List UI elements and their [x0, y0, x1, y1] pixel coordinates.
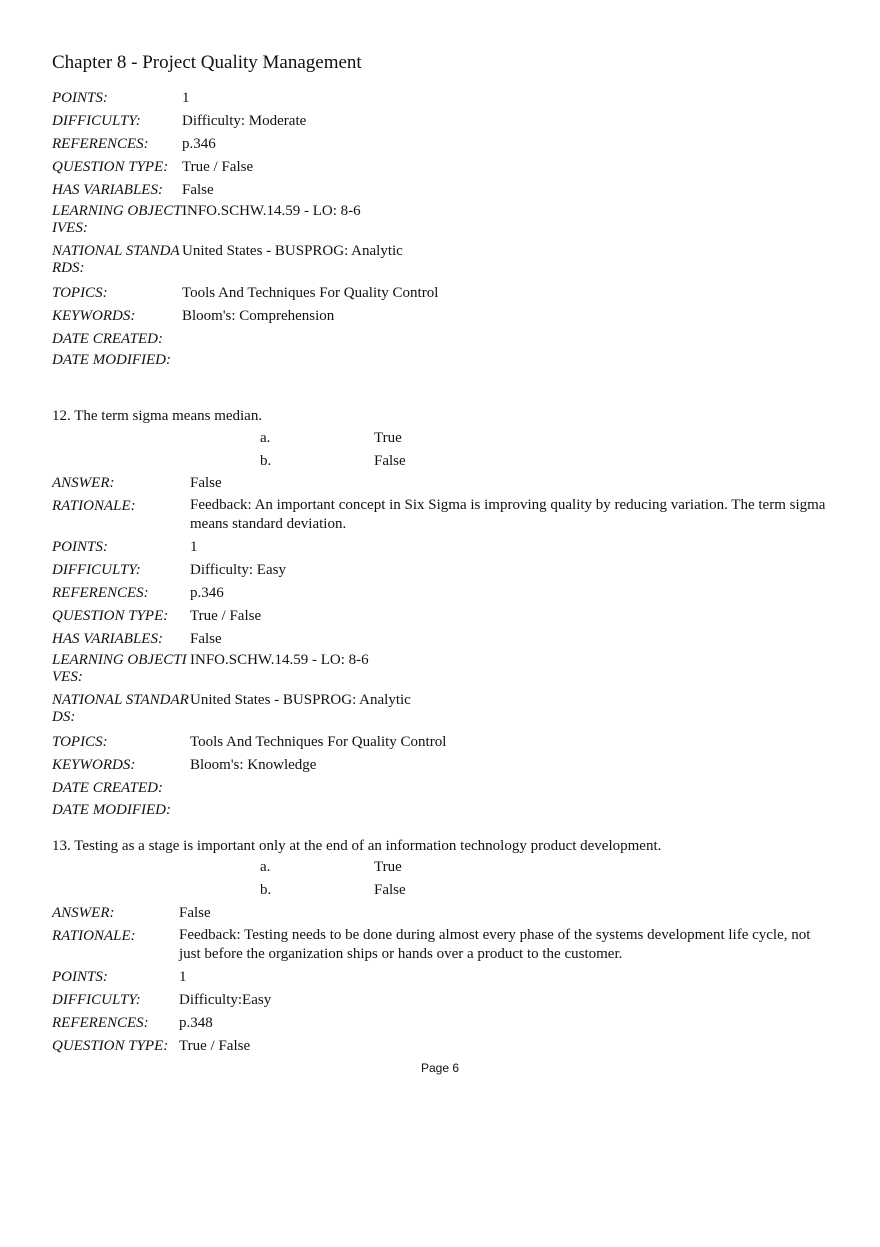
date-created-label: DATE CREATED: [52, 331, 163, 347]
answer-value: False [179, 905, 211, 921]
date-modified-label: DATE MODIFIED: [52, 802, 171, 818]
topics-value: Tools And Techniques For Quality Control [190, 734, 447, 750]
rationale-label: RATIONALE: [52, 928, 136, 944]
points-row [52, 88, 832, 111]
learning-objectives-value: INFO.SCHW.14.59 - LO: 8-6 [182, 203, 361, 219]
choice-text: True [374, 859, 402, 875]
national-standards-row [52, 692, 832, 732]
difficulty-row [52, 990, 832, 1013]
points-row [52, 537, 832, 560]
difficulty-label: DIFFICULTY: [52, 562, 141, 578]
has-variables-value: False [190, 631, 222, 647]
references-label: REFERENCES: [52, 585, 149, 601]
answer-value: False [190, 475, 222, 491]
difficulty-label: DIFFICULTY: [52, 113, 141, 129]
keywords-row [52, 306, 832, 329]
choice-letter: b. [260, 882, 272, 898]
choice-letter: b. [260, 453, 272, 469]
topics-value: Tools And Techniques For Quality Control [182, 285, 439, 301]
date-created-row [52, 329, 832, 350]
difficulty-row [52, 560, 832, 583]
difficulty-value: Difficulty: Moderate [182, 113, 307, 129]
question-type-label: QUESTION TYPE: [52, 1038, 169, 1054]
has-variables-row [52, 180, 832, 203]
difficulty-label: DIFFICULTY: [52, 992, 141, 1008]
references-value: p.346 [182, 136, 216, 152]
answer-label: ANSWER: [52, 475, 115, 491]
rationale-row [52, 496, 832, 537]
question-type-row [52, 606, 832, 629]
choice-letter: a. [260, 859, 271, 875]
choice-text: False [374, 882, 406, 898]
question-12-text: 12. The term sigma means median. [52, 408, 263, 424]
question-type-value: True / False [179, 1038, 251, 1054]
has-variables-label: HAS VARIABLES: [52, 182, 163, 198]
answer-row [52, 903, 832, 926]
references-label: REFERENCES: [52, 1015, 149, 1031]
has-variables-label: HAS VARIABLES: [52, 631, 163, 647]
national-standards-row [52, 243, 832, 283]
difficulty-value: Difficulty:Easy [179, 992, 272, 1008]
references-row [52, 134, 832, 157]
rationale-value: Feedback: Testing needs to be done during almost every phase of the systems development life cycle, not just before the organization ships or hands over a product to the customer. [179, 927, 811, 962]
topics-row [52, 732, 832, 755]
difficulty-value: Difficulty: Easy [190, 562, 286, 578]
topics-label: TOPICS: [52, 285, 108, 301]
rationale-value: Feedback: An important concept in Six Sigma is improving quality by reducing variation. The term sigma means standard deviation. [190, 497, 826, 532]
difficulty-row [52, 111, 832, 134]
has-variables-row [52, 629, 832, 652]
keywords-value: Bloom's: Comprehension [182, 308, 335, 324]
question-type-label: QUESTION TYPE: [52, 608, 169, 624]
question-type-value: True / False [190, 608, 262, 624]
date-modified-label: DATE MODIFIED: [52, 352, 171, 368]
points-value: 1 [190, 539, 198, 555]
question-13-text: 13. Testing as a stage is important only at the end of an information technology product development. [52, 838, 662, 854]
points-row [52, 967, 832, 990]
page-number: Page 6 [420, 1061, 460, 1075]
national-standards-value: United States - BUSPROG: Analytic [182, 243, 403, 259]
learning-objectives-row [52, 203, 832, 243]
national-standards-label: NATIONAL STANDARDS: [52, 243, 180, 276]
learning-objectives-label: LEARNING OBJECTIVES: [52, 652, 187, 685]
date-modified-row [52, 350, 832, 371]
question-type-value: True / False [182, 159, 254, 175]
references-value: p.348 [179, 1015, 213, 1031]
national-standards-value: United States - BUSPROG: Analytic [190, 692, 411, 708]
has-variables-value: False [182, 182, 214, 198]
question-type-row [52, 157, 832, 180]
question-11-metadata [52, 88, 832, 371]
answer-row [52, 473, 832, 496]
points-label: POINTS: [52, 539, 108, 555]
rationale-label: RATIONALE: [52, 498, 136, 514]
national-standards-label: NATIONAL STANDARDS: [52, 692, 189, 725]
question-12-metadata [52, 473, 832, 822]
choice-letter: a. [260, 430, 271, 446]
keywords-label: KEYWORDS: [52, 757, 136, 773]
references-row [52, 583, 832, 606]
learning-objectives-row [52, 652, 832, 692]
page-title: Chapter 8 - Project Quality Management [52, 52, 362, 73]
date-modified-row [52, 800, 832, 822]
points-label: POINTS: [52, 90, 108, 106]
references-value: p.346 [190, 585, 224, 601]
rationale-row [52, 926, 832, 967]
choice-text: False [374, 453, 406, 469]
points-label: POINTS: [52, 969, 108, 985]
keywords-value: Bloom's: Knowledge [190, 757, 317, 773]
references-label: REFERENCES: [52, 136, 149, 152]
learning-objectives-value: INFO.SCHW.14.59 - LO: 8-6 [190, 652, 369, 668]
keywords-row [52, 755, 832, 778]
points-value: 1 [179, 969, 187, 985]
points-value: 1 [182, 90, 190, 106]
date-created-label: DATE CREATED: [52, 780, 163, 796]
answer-label: ANSWER: [52, 905, 115, 921]
question-type-label: QUESTION TYPE: [52, 159, 169, 175]
keywords-label: KEYWORDS: [52, 308, 136, 324]
topics-label: TOPICS: [52, 734, 108, 750]
references-row [52, 1013, 832, 1036]
topics-row [52, 283, 832, 306]
question-type-row [52, 1036, 832, 1059]
question-13-metadata [52, 903, 832, 1059]
choice-text: True [374, 430, 402, 446]
date-created-row [52, 778, 832, 800]
learning-objectives-label: LEARNING OBJECTIVES: [52, 203, 182, 236]
